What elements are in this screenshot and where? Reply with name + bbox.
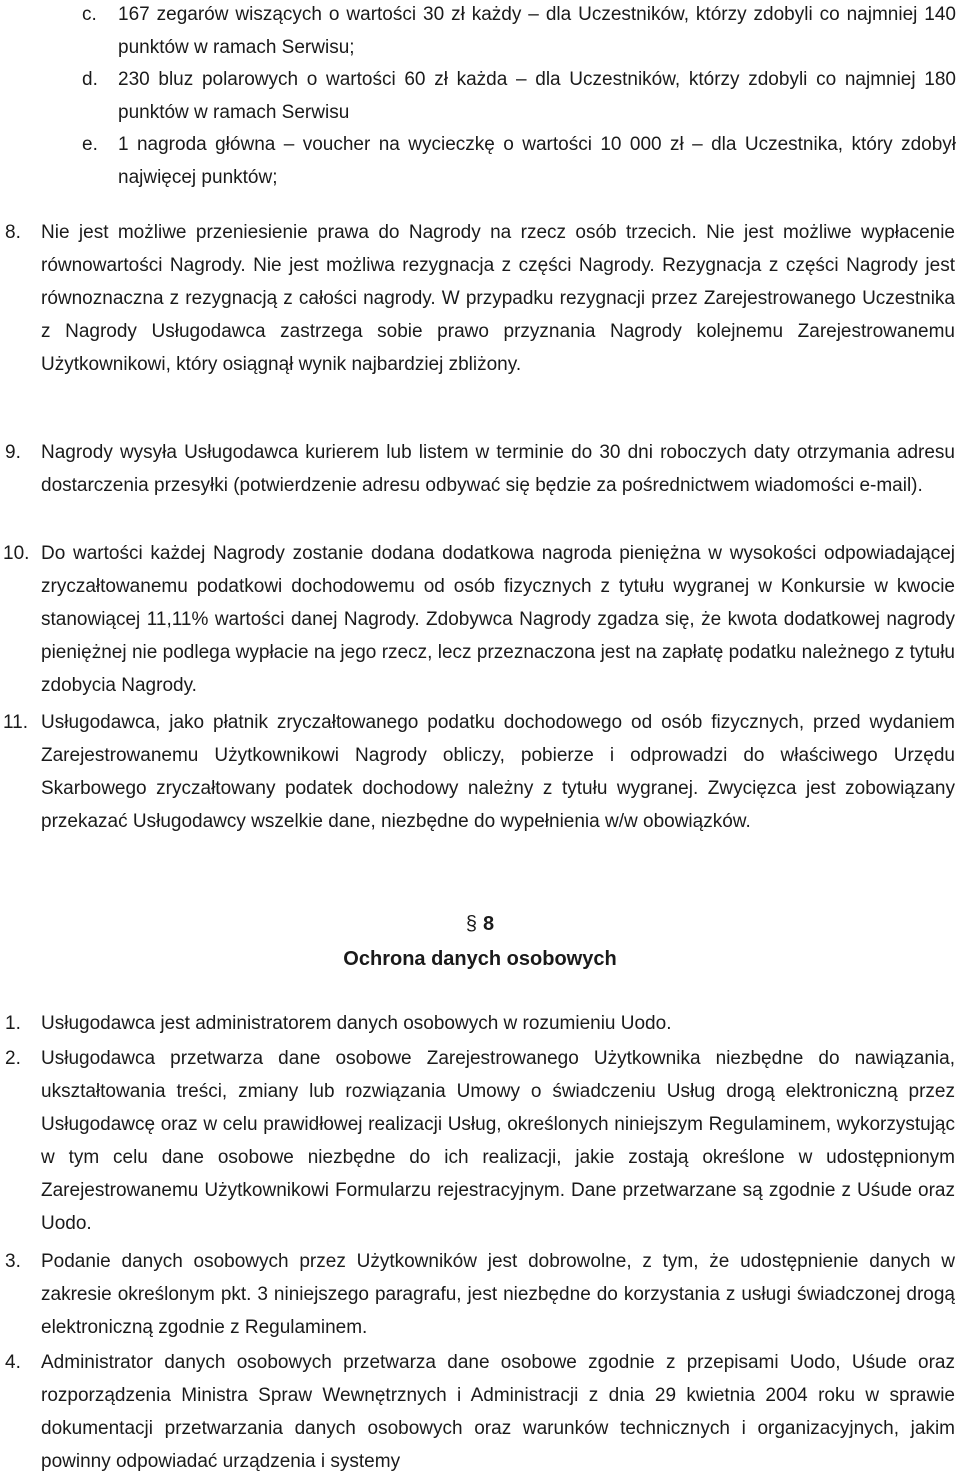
list-text: Podanie danych osobowych przez Użytkowników jest dobrowolne, z tym, że udostępnienie danych w zakresie określonym pkt. 3 niniejszego paragrafu, jest niezbędne do korzystania z usługi świadczonej drogą elektroniczną zgodnie z Regulaminem. (41, 1251, 955, 1338)
list-text: Usługodawca, jako płatnik zryczałtowanego podatku dochodowego od osób fizycznych, przed wydaniem Zarejestrowanemu Użytkownikowi Nagrody obliczy, pobierze i odprowadzi do właściwego Urzędu Skarbowego zryczałtowany podatek dochodowy należny z tytułu wygranej. Zwycięzca jest zobowiązany przekazać Usługodawcy wszelkie dane, niezbędne do wypełnienia w/w obowiązków. (41, 712, 955, 832)
list-marker: 3. (5, 1251, 21, 1272)
list-marker: 10. (3, 543, 30, 564)
list-marker: 8. (5, 222, 21, 243)
list-text: Usługodawca przetwarza dane osobowe Zarejestrowanego Użytkownika niezbędne do nawiązania, ukształtowania treści, zmiany lub rozwiązania Umowy o świadczeniu Usług drogą elektroniczną przez Usługodawcę oraz w celu prawidłowej realizacji Usług, określonych niniejszym Regulaminem, wykorzystując w tym celu dane osobowe niezbędne do ich realizacji, jakie zostają określone w udostępnionym Zarejestrowanemu Użytkownikowi Formularzu rejestracyjnym. Dane przetwarzane są zgodnie z Uśude oraz Uodo. (41, 1048, 955, 1234)
list-text: Do wartości każdej Nagrody zostanie dodana dodatkowa nagroda pieniężna w wysokości odpowiadającej zryczałtowanemu podatkowi dochodowemu od osób fizycznych z tytułu wygranej w Konkursie w kwocie stanowiącej 11,11% wartości danej Nagrody. Zdobywca Nagrody zgadza się, że kwota dodatkowej nagrody pieniężnej nie podlega wypłacie na jego rzecz, lecz przeznaczona jest na zapłatę podatku należnego z tytułu zdobycia Nagrody. (41, 543, 955, 696)
section-title: Ochrona danych osobowych (343, 948, 617, 970)
list-text: 167 zegarów wiszących o wartości 30 zł każdy – dla Uczestników, którzy zdobyli co najmniej 140 punktów w ramach Serwisu; (118, 4, 956, 58)
list-text: 230 bluz polarowych o wartości 60 zł każda – dla Uczestników, którzy zdobyli co najmniej 180 punktów w ramach Serwisu (118, 69, 956, 123)
list-marker: 9. (5, 442, 21, 463)
list-marker: d. (82, 69, 98, 90)
section-number (0, 906, 960, 942)
list-marker: c. (82, 4, 97, 25)
list-marker: 1. (5, 1013, 21, 1034)
list-marker: e. (82, 134, 98, 155)
list-marker: 11. (3, 712, 29, 733)
paragraph-symbol-icon: § (465, 913, 477, 935)
list-text: 1 nagroda główna – voucher na wycieczkę o wartości 10 000 zł – dla Uczestnika, który zdobył najwięcej punktów; (118, 134, 956, 188)
list-text: Usługodawca jest administratorem danych osobowych w rozumieniu Uodo. (41, 1013, 672, 1034)
list-text: Nie jest możliwe przeniesienie prawa do Nagrody na rzecz osób trzecich. Nie jest możliwe wypłacenie równowartości Nagrody. Nie jest możliwa rezygnacja z części Nagrody. Rezygnacja z części Nagrody jest równoznaczna z rezygnacją z całości nagrody. W przypadku rezygnacji przez Zarejestrowanego Uczestnika z Nagrody Usługodawca zastrzega sobie prawo przyznania Nagrody kolejnemu Zarejestrowanemu Użytkownikowi, który osiągnął wynik najbardziej zbliżony. (41, 222, 955, 375)
list-marker: 4. (5, 1352, 21, 1373)
list-text: Nagrody wysyła Usługodawca kurierem lub listem w terminie do 30 dni roboczych daty otrzymania adresu dostarczenia przesyłki (potwierdzenie adresu odbywać się będzie za pośrednictwem wiadomości e-mail). (41, 442, 955, 496)
list-marker: 2. (5, 1048, 21, 1069)
section-number-value: 8 (483, 913, 495, 935)
list-text: Administrator danych osobowych przetwarza dane osobowe zgodnie z przepisami Uodo, Uśude oraz rozporządzenia Ministra Spraw Wewnętrznych i Administracji z dnia 29 kwietnia 2004 roku w sprawie dokumentacji przetwarzania danych osobowych oraz warunków technicznych i organizacyjnych, jakim powinny odpowiadać urządzenia i systemy (41, 1352, 955, 1472)
